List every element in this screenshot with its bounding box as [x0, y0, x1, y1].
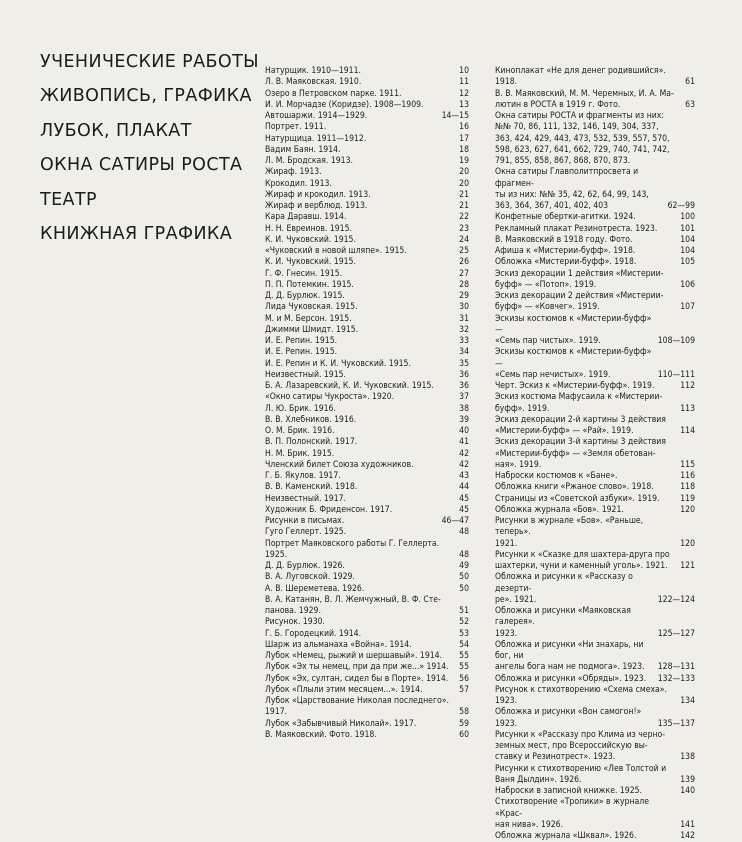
entry-page: 106 [680, 279, 695, 290]
entry-title: Крокодил. 1913. [265, 178, 332, 189]
entry-title: Б. А. Лазаревский, К. И. Чуковский. 1915. [265, 381, 434, 391]
entry-title: Обложка и рисунки «Вон самогон!» 1923. [495, 707, 642, 729]
entry-title: Афиша к «Мистерии-буфф». 1918. [495, 246, 636, 256]
entry-title: Портрет. 1911. [265, 122, 327, 133]
contents-entry [265, 617, 469, 628]
entry-page: 21 [459, 189, 469, 200]
entry-page: 45 [459, 504, 469, 515]
contents-entry [265, 404, 469, 415]
entry-title: К. И. Чуковский. 1915. [265, 257, 356, 268]
entry-page: 30 [459, 302, 469, 313]
entry-page: 110—111 [657, 369, 695, 380]
entry-title: Жираф. 1913. [265, 167, 322, 178]
entry-title: Рисунок. 1930. [265, 617, 326, 628]
entry-title: Неизвестный. 1915. [265, 369, 346, 380]
entry-page: 121 [680, 561, 695, 571]
contents-entry [265, 662, 469, 673]
entry-title: Натурщица. 1911—1912. [265, 133, 367, 144]
entry-page: 122—124 [657, 594, 695, 605]
entry-page: 14—15 [441, 111, 469, 121]
contents-entry [495, 685, 695, 708]
contents-entry [265, 471, 469, 482]
entry-title: Автошаржи. 1914—1929. [265, 111, 368, 121]
entry-page: 36 [459, 381, 469, 391]
contents-entry [265, 167, 469, 178]
contents-entry [495, 482, 695, 493]
entry-page: 32 [459, 324, 469, 335]
entry-title: Обложка и рисунки «Обряды». 1923. [495, 673, 647, 684]
contents-entry [265, 201, 469, 212]
entry-page: 35 [459, 358, 469, 369]
entry-page: 40 [459, 426, 469, 436]
entry-page: 17 [459, 133, 469, 144]
contents-entry [265, 730, 469, 741]
entry-title: Обложка «Мистерии-буфф». 1918. [495, 257, 637, 268]
entry-title: Окна сатиры РОСТА и фрагменты из них: №№ 70, 86, 111, 132, 146, 149, 304, 337, 363, 424, 429, 443, 473, 532, 539, 557, 570, 598, 623, 627, 641, 662, 729, 740, 741, 742, 791, 855, 858, 867, 868, 870, 873. [495, 111, 670, 166]
entry-page: 104 [680, 234, 695, 245]
contents-entry [495, 381, 695, 392]
contents-entry [265, 640, 469, 651]
contents-entry [265, 561, 469, 572]
contents-entry [495, 224, 695, 235]
contents-entry [265, 302, 469, 313]
entry-page: 25 [459, 246, 469, 256]
entry-title: Рекламный плакат Резинотреста. 1923. [495, 223, 658, 234]
entry-title: Лубок «Эх ты немец, при да при же...» 1914. [265, 662, 449, 673]
entry-title: Лида Чуковская. 1915. [265, 302, 358, 313]
contents-entry [265, 505, 469, 516]
entry-title: Эскизы костюмов к «Мистерии-буфф» — «Семь пар чистых». 1919. [495, 313, 652, 346]
entry-page: 142 [680, 831, 695, 841]
entry-title: Обложка и рисунки к «Рассказу о дезерти- ре». 1921. [495, 572, 633, 605]
entry-page: 120 [680, 504, 695, 515]
entry-page: 20 [459, 167, 469, 178]
entry-title: Членский билет Союза художников. [265, 459, 414, 470]
contents-entry [265, 257, 469, 268]
contents-entry [265, 190, 469, 201]
entry-page: 105 [680, 257, 695, 268]
entry-page: 42 [459, 459, 469, 470]
entry-page: 12 [459, 88, 469, 99]
entry-title: Гуго Геллерт. 1925. [265, 527, 347, 538]
entry-title: Черт. Эскиз к «Мистерии-буфф». 1919. [495, 381, 655, 391]
entry-title: Рисунки к «Рассказу про Клима из черно- земных мест, про Всероссийскую вы- ставку и Резинотрест». 1923. [495, 729, 666, 763]
entry-page: 48 [459, 549, 469, 560]
entry-page: 50 [459, 583, 469, 594]
entry-title: Натурщик. 1910—1911. [265, 66, 361, 76]
contents-entry [265, 595, 469, 618]
contents-entry [265, 336, 469, 347]
contents-entry [265, 100, 469, 111]
entry-title: К. И. Чуковский. 1915. [265, 234, 356, 245]
section-heading: УЧЕНИЧЕСКИЕ РАБОТЫ [40, 52, 260, 72]
entry-title: Эскиз декорации 1 действия «Мистерии- буфф» — «Потоп». 1919. [495, 268, 664, 290]
entry-page: 36 [459, 369, 469, 380]
entry-title: Н. Н. Евреинов. 1915. [265, 223, 352, 234]
entry-page: 21 [459, 201, 469, 211]
contents-entry [265, 685, 469, 696]
entry-title: Обложка журнала «Бов». 1921. [495, 504, 624, 515]
contents-entry [495, 707, 695, 730]
contents-entry [265, 651, 469, 662]
entry-title: Г. Б. Якулов. 1917. [265, 471, 341, 481]
entry-page: 44 [459, 482, 469, 493]
contents-entry [265, 325, 469, 336]
entry-title: И. Е. Репин. 1915. [265, 336, 338, 346]
entry-title: «Чуковский в новой шляпе». 1915. [265, 246, 407, 256]
entry-title: Обложка и рисунки «Маяковская галерея». 1923. [495, 606, 631, 639]
entry-title: В. Маяковский в 1918 году. Фото. [495, 234, 633, 245]
entry-page: 22 [459, 212, 469, 223]
contents-entry [265, 77, 469, 88]
entry-page: 23 [459, 223, 469, 234]
contents-entry [495, 246, 695, 257]
entry-title: Д. Д. Бурлюк. 1915. [265, 291, 345, 301]
entry-page: 63 [685, 99, 695, 110]
section-heading: ЛУБОК, ПЛАКАТ [40, 120, 192, 141]
entry-page: 125—127 [657, 628, 695, 639]
entry-page: 62—99 [667, 201, 695, 211]
contents-entry [265, 696, 469, 719]
contents-entry [265, 111, 469, 122]
entry-page: 58 [459, 707, 469, 718]
entry-page: 43 [459, 471, 469, 481]
contents-entry [265, 291, 469, 302]
entry-title: В. В. Маяковский, М. М. Черемных, И. А. Ма- лютин в РОСТА в 1919 г. Фото. [495, 88, 674, 110]
contents-entry [265, 314, 469, 325]
contents-entry [495, 111, 695, 167]
entry-title: Озеро в Петровском парке. 1911. [265, 88, 402, 99]
entry-page: 107 [680, 302, 695, 313]
entry-page: 29 [459, 291, 469, 301]
entry-page: 60 [459, 729, 469, 740]
entry-page: 118 [680, 482, 695, 493]
contents-entry [495, 550, 695, 573]
contents-entry [265, 224, 469, 235]
entry-title: Обложка книги «Ржаное слово». 1918. [495, 482, 654, 493]
entry-page: 26 [459, 257, 469, 268]
contents-entry [495, 831, 695, 842]
entry-title: Эскиз декорации 2-й картины 3 действия «Мистерии-буфф» — «Рай». 1919. [495, 414, 666, 436]
contents-entry [495, 640, 695, 674]
entry-title: Рисунок к стихотворению «Схема смеха». 1923. [495, 684, 667, 706]
entry-page: 51 [459, 606, 469, 616]
contents-entry [495, 392, 695, 415]
contents-entry [495, 786, 695, 797]
contents-entry [265, 370, 469, 381]
contents-entry [265, 415, 469, 426]
entry-title: Н. М. Брик. 1915. [265, 448, 335, 459]
entry-page: 108—109 [657, 336, 695, 346]
entry-page: 33 [459, 336, 469, 346]
entry-page: 39 [459, 414, 469, 425]
contents-entry [265, 212, 469, 223]
entry-title: Киноплакат «Не для денег родившийся». 1918. [495, 66, 666, 88]
contents-entry [265, 460, 469, 471]
entry-page: 61 [685, 77, 695, 88]
contents-entry [265, 122, 469, 133]
contents-entry [495, 505, 695, 516]
entry-title: В. А. Луговской. 1929. [265, 572, 355, 583]
entry-page: 139 [680, 774, 695, 785]
entry-title: Г. Б. Городецкий. 1914. [265, 628, 362, 639]
entry-title: И. И. Морчадзе (Коридзе). 1908—1909. [265, 99, 424, 110]
entry-page: 132—133 [657, 673, 695, 684]
contents-entry [495, 89, 695, 112]
entry-title: Стихотворение «Тропики» в журнале «Крас- ная нива». 1926. [495, 797, 649, 830]
entry-page: 100 [680, 212, 695, 223]
entry-page: 37 [459, 392, 469, 403]
entry-page: 41 [459, 437, 469, 448]
entry-page: 20 [459, 178, 469, 189]
entry-title: Рисунки в журнале «Бов». «Раньше, теперь». 1921. [495, 516, 644, 549]
contents-entry [265, 426, 469, 437]
entry-title: В. Маяковский. Фото. 1918. [265, 729, 377, 740]
entry-title: Эскиз декорации 2 действия «Мистерии- буфф» — «Ковчег». 1919. [495, 291, 664, 313]
contents-entry [265, 449, 469, 460]
contents-entry [265, 516, 469, 527]
contents-entry [265, 269, 469, 280]
contents-entry [495, 471, 695, 482]
contents-entry [495, 291, 695, 314]
entry-title: Окна сатиры Главполитпросвета и фрагмен- ты из них: №№ 35, 42, 62, 64, 99, 143, 363, 364, 367, 401, 402, 403 [495, 167, 649, 211]
entry-title: Шарж из альманаха «Война». 1914. [265, 639, 412, 650]
entry-page: 114 [680, 426, 695, 436]
entry-title: Наброски костюмов к «Бане». [495, 471, 618, 481]
entry-title: В. В. Хлебников. 1916. [265, 414, 357, 425]
entry-page: 45 [459, 493, 469, 504]
contents-entry [265, 437, 469, 448]
contents-entry [265, 134, 469, 145]
entry-title: Художник Б. Фриденсон. 1917. [265, 504, 393, 515]
contents-entry [265, 246, 469, 257]
section-heading: ЖИВОПИСЬ, ГРАФИКА [40, 86, 252, 107]
contents-entry [495, 167, 695, 212]
entry-title: Лубок «Плыли этим месяцем...». 1914. [265, 684, 423, 695]
entry-page: 11 [459, 77, 469, 88]
entry-title: Л. М. Бродская. 1913. [265, 156, 353, 166]
entry-page: 104 [680, 246, 695, 256]
entry-page: 54 [459, 639, 469, 650]
entry-page: 141 [680, 819, 695, 830]
entry-title: Рисунки к стихотворению «Лев Толстой и Ваня Дылдин». 1926. [495, 763, 667, 785]
contents-entry [495, 66, 695, 89]
entry-page: 48 [459, 527, 469, 538]
entry-title: Неизвестный. 1917. [265, 493, 346, 504]
entry-page: 101 [680, 223, 695, 234]
contents-entry [495, 764, 695, 787]
entry-page: 52 [459, 617, 469, 628]
entry-page: 138 [680, 752, 695, 763]
entry-page: 42 [459, 448, 469, 459]
entry-page: 50 [459, 572, 469, 583]
contents-entry [265, 235, 469, 246]
section-heading: ТЕАТР [40, 189, 97, 210]
entry-page: 140 [680, 786, 695, 796]
entry-page: 27 [459, 268, 469, 279]
entry-title: Джимми Шмидт. 1915. [265, 324, 359, 335]
contents-entry [265, 145, 469, 156]
entry-title: Лубок «Забывчивый Николай». 1917. [265, 718, 417, 729]
entry-title: Г. Ф. Гнесин. 1915. [265, 268, 343, 279]
contents-entry [495, 572, 695, 606]
entry-page: 34 [459, 347, 469, 358]
entry-title: Рисунки к «Сказке для шахтера-друга про шахтерки, чуни и каменный уголь». 1921. [495, 549, 670, 571]
entry-title: Наброски в записной книжке. 1925. [495, 786, 642, 796]
entry-title: А. В. Шереметева. 1926. [265, 583, 365, 594]
contents-entry [495, 415, 695, 438]
contents-entry [495, 235, 695, 246]
contents-column-left [265, 66, 469, 741]
entry-page: 38 [459, 403, 469, 414]
contents-entry [265, 280, 469, 291]
entry-title: Вадим Баян. 1914. [265, 144, 341, 155]
entry-title: Д. Д. Бурлюк. 1926. [265, 561, 345, 571]
contents-entry [265, 494, 469, 505]
entry-page: 115 [680, 459, 695, 470]
entry-title: П. П. Потемкин. 1915. [265, 279, 354, 290]
contents-column-right [495, 66, 695, 842]
entry-page: 59 [459, 718, 469, 729]
entry-page: 16 [459, 122, 469, 133]
entry-page: 31 [459, 313, 469, 324]
section-heading: КНИЖНАЯ ГРАФИКА [40, 223, 233, 244]
entry-page: 134 [680, 696, 695, 706]
entry-page: 19 [459, 156, 469, 166]
contents-entry [265, 572, 469, 583]
contents-entry [265, 392, 469, 403]
entry-page: 55 [459, 662, 469, 673]
entry-page: 46—47 [441, 516, 469, 526]
entry-title: Жираф и крокодил. 1913. [265, 189, 371, 200]
contents-entry [495, 437, 695, 471]
contents-entry [265, 89, 469, 100]
entry-title: О. М. Брик. 1916. [265, 426, 335, 436]
entry-page: 18 [459, 144, 469, 155]
entry-title: Л. Ю. Брик. 1916. [265, 403, 336, 414]
entry-title: Лубок «Эх, султан, сидел бы в Порте». 1914. [265, 673, 449, 684]
entry-page: 57 [459, 684, 469, 695]
entry-title: М. и М. Берсон. 1915. [265, 313, 352, 324]
entry-title: Кара Даравш. 1914. [265, 212, 347, 223]
contents-entry [495, 314, 695, 348]
entry-title: Эскиз декорации 3-й картины 3 действия «Мистерии-буфф» — «Земля обетован- ная». 1919. [495, 437, 666, 470]
entry-title: Рисунки в письмах. [265, 516, 345, 526]
section-heading: ОКНА САТИРЫ РОСТА [40, 155, 243, 176]
contents-entry [495, 674, 695, 685]
entry-title: «Окно сатиры Чукроста». 1920. [265, 392, 395, 403]
contents-entry [265, 347, 469, 358]
entry-page: 113 [680, 403, 695, 414]
section-list [40, 50, 260, 256]
entry-page: 128—131 [657, 662, 695, 673]
entry-title: Эскиз костюма Мафусаила к «Мистерии- буфф». 1919. [495, 392, 663, 414]
entry-title: Портрет Маяковского работы Г. Геллерта. 1925. [265, 538, 440, 560]
contents-entry [265, 719, 469, 730]
contents-entry [495, 212, 695, 223]
contents-entry [265, 539, 469, 562]
contents-entry [495, 494, 695, 505]
contents-entry [265, 527, 469, 538]
entry-page: 10 [459, 66, 469, 76]
contents-entry [265, 482, 469, 493]
entry-page: 55 [459, 651, 469, 661]
entry-title: Обложка и рисунки «Ни знахарь, ни бог, ни ангелы бога нам не подмога». 1923. [495, 639, 645, 673]
entry-page: 119 [680, 493, 695, 504]
entry-title: И. Е. Репин и К. И. Чуковский. 1915. [265, 358, 411, 369]
contents-entry [265, 156, 469, 167]
entry-title: В. А. Катанян, В. Л. Жемчужный, В. Ф. Сте- панова. 1929. [265, 594, 441, 616]
entry-page: 116 [680, 471, 695, 481]
contents-entry [265, 381, 469, 392]
entry-page: 49 [459, 561, 469, 571]
entry-title: В. В. Каменский. 1918. [265, 482, 358, 493]
entry-page: 56 [459, 673, 469, 684]
entry-page: 13 [459, 99, 469, 110]
entry-page: 135—137 [657, 718, 695, 729]
contents-entry [265, 629, 469, 640]
entry-title: В. П. Полонский. 1917. [265, 437, 358, 448]
entry-title: Страницы из «Советской азбуки». 1919. [495, 493, 660, 504]
entry-title: Лубок «Немец, рыжий и шершавый». 1914. [265, 651, 443, 661]
entry-title: И. Е. Репин. 1915. [265, 347, 338, 358]
contents-entry [265, 584, 469, 595]
entry-title: Жираф и верблюд. 1913. [265, 201, 368, 211]
contents-entry [265, 179, 469, 190]
entry-title: Эскизы костюмов к «Мистерии-буфф» — «Семь пар нечистых». 1919. [495, 347, 652, 380]
entry-page: 24 [459, 234, 469, 245]
contents-entry [265, 674, 469, 685]
entry-page: 120 [680, 538, 695, 549]
entry-title: Конфетные обертки-агитки. 1924. [495, 212, 636, 223]
entry-page: 53 [459, 628, 469, 639]
contents-entry [495, 797, 695, 831]
contents-entry [495, 257, 695, 268]
entry-title: Обложка журнала «Шквал». 1926. [495, 831, 637, 841]
contents-entry [495, 516, 695, 550]
contents-entry [495, 347, 695, 381]
entry-title: Л. В. Маяковская. 1910. [265, 77, 362, 88]
entry-page: 112 [680, 381, 695, 391]
contents-entry [265, 66, 469, 77]
contents-entry [265, 359, 469, 370]
contents-entry [495, 730, 695, 764]
contents-entry [495, 606, 695, 640]
entry-title: Лубок «Царствование Николая последнего». 1917. [265, 696, 449, 718]
entry-page: 28 [459, 279, 469, 290]
contents-entry [495, 269, 695, 292]
